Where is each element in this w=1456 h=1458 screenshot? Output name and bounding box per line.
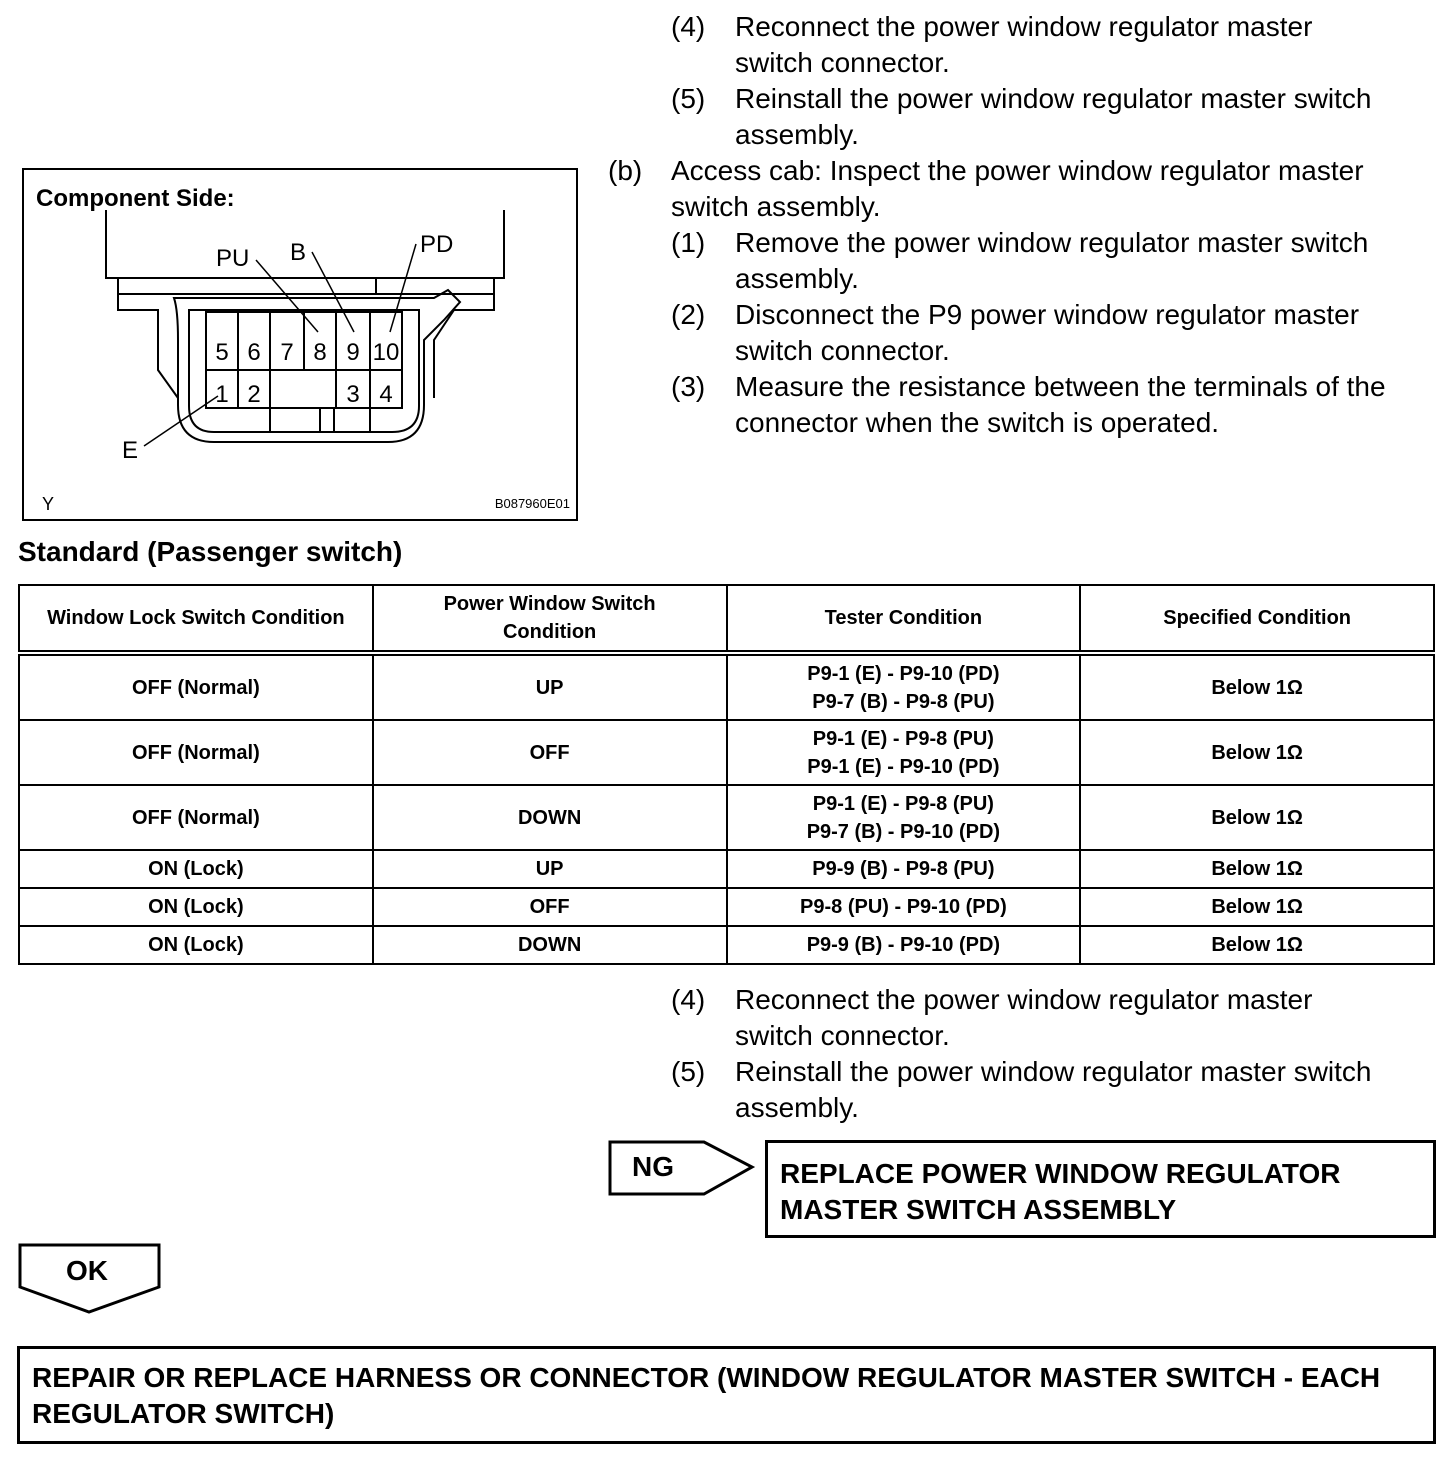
standard-title: Standard (Passenger switch)	[18, 536, 403, 567]
step-2	[671, 297, 1448, 369]
column-header: Tester Condition	[727, 585, 1081, 653]
tester-line: P9-7 (B) - P9-8 (PU)	[812, 690, 995, 713]
step-text: Reconnect the power window regulator master switch connector.	[735, 11, 1313, 78]
ng-label: NG	[632, 1151, 674, 1182]
ng-arrow	[608, 1140, 758, 1198]
label-b: B	[290, 239, 307, 266]
tester-line: P9-7 (B) - P9-10 (PD)	[806, 820, 1001, 843]
step-text: Reinstall the power window regulator master switch assembly.	[735, 83, 1372, 150]
step-text: Reconnect the power window regulator master switch connector.	[735, 984, 1313, 1051]
cell-lock: ON (Lock)	[19, 926, 373, 964]
bottom-steps	[671, 982, 1441, 1126]
step-text: Disconnect the P9 power window regulator master switch connector.	[735, 299, 1360, 366]
column-header: Specified Condition	[1080, 585, 1434, 653]
step-number: (4)	[671, 984, 706, 1015]
pin-label: 3	[346, 381, 360, 408]
cell-spec: Below 1Ω	[1080, 785, 1434, 850]
step-number: (4)	[671, 11, 706, 42]
cell-tester: P9-9 (B) - P9-8 (PU)	[727, 850, 1081, 888]
label-e: E	[122, 437, 139, 464]
table-row	[19, 850, 1434, 888]
step-5	[671, 81, 1441, 153]
tester-line: P9-1 (E) - P9-8 (PU)	[812, 727, 994, 750]
cell-tester	[727, 720, 1081, 785]
step-number: (3)	[671, 371, 706, 402]
step-text: Remove the power window regulator master switch assembly.	[735, 227, 1369, 294]
step-5	[671, 1054, 1441, 1126]
pin-label: 6	[247, 339, 261, 366]
cell-tester: P9-9 (B) - P9-10 (PD)	[727, 926, 1081, 964]
step-number: (b)	[608, 155, 643, 186]
cell-switch: OFF	[373, 888, 727, 926]
label-pd: PD	[420, 231, 454, 258]
step-4	[671, 9, 1441, 81]
cell-lock: ON (Lock)	[19, 850, 373, 888]
table-row	[19, 785, 1434, 850]
cell-spec: Below 1Ω	[1080, 850, 1434, 888]
pin-label: 1	[215, 381, 229, 408]
table-row	[19, 653, 1434, 720]
tester-line: P9-1 (E) - P9-8 (PU)	[812, 792, 994, 815]
step-b	[608, 153, 1448, 225]
final-result-box: REPAIR OR REPLACE HARNESS OR CONNECTOR (WINDOW REGULATOR MASTER SWITCH - EACH REGULATOR SWITCH)	[17, 1346, 1436, 1444]
cell-spec: Below 1Ω	[1080, 888, 1434, 926]
step-number: (1)	[671, 227, 706, 258]
sub-steps	[608, 225, 1448, 441]
step-text: Measure the resistance between the terminals of the connector when the switch is operated.	[735, 371, 1386, 438]
table-header-row	[19, 585, 1434, 653]
step-1	[671, 225, 1448, 297]
step-number: (2)	[671, 299, 706, 330]
cell-tester	[727, 653, 1081, 720]
table-row	[19, 926, 1434, 964]
cell-tester: P9-8 (PU) - P9-10 (PD)	[727, 888, 1081, 926]
connector-figure	[22, 168, 578, 521]
pin-numbers	[215, 339, 399, 408]
tester-line: P9-1 (E) - P9-10 (PD)	[807, 755, 1000, 778]
top-steps	[671, 9, 1441, 153]
step-number: (5)	[671, 83, 706, 114]
pin-label: 5	[215, 339, 229, 366]
tester-line: P9-1 (E) - P9-10 (PD)	[807, 662, 1000, 685]
column-header: Window Lock Switch Condition	[19, 585, 373, 653]
step-text: Reinstall the power window regulator master switch assembly.	[735, 1056, 1372, 1123]
figure-title: Component Side:	[36, 185, 235, 212]
cell-lock: OFF (Normal)	[19, 653, 373, 720]
cell-lock: ON (Lock)	[19, 888, 373, 926]
pin-label: 8	[313, 339, 327, 366]
table-row	[19, 720, 1434, 785]
ng-result-box: REPLACE POWER WINDOW REGULATOR MASTER SWITCH ASSEMBLY	[765, 1140, 1436, 1238]
pin-label: 7	[280, 339, 294, 366]
standard-table	[18, 584, 1435, 965]
cell-spec: Below 1Ω	[1080, 926, 1434, 964]
pin-label: 10	[372, 339, 400, 366]
cell-spec: Below 1Ω	[1080, 653, 1434, 720]
cell-switch: DOWN	[373, 785, 727, 850]
pin-label: 2	[247, 381, 261, 408]
cell-spec: Below 1Ω	[1080, 720, 1434, 785]
cell-lock: OFF (Normal)	[19, 785, 373, 850]
step-4	[671, 982, 1441, 1054]
cell-tester	[727, 785, 1081, 850]
cell-switch: DOWN	[373, 926, 727, 964]
pin-label: 4	[379, 381, 393, 408]
step-b-block	[608, 153, 1448, 441]
ok-label: OK	[66, 1255, 108, 1286]
step-number: (5)	[671, 1056, 706, 1087]
cell-switch: OFF	[373, 720, 727, 785]
cell-switch: UP	[373, 653, 727, 720]
label-pu: PU	[216, 245, 250, 272]
pin-label: 9	[346, 339, 360, 366]
column-header: Power Window Switch Condition	[373, 585, 727, 653]
step-text: Access cab: Inspect the power window regulator master switch assembly.	[671, 155, 1364, 222]
table-row	[19, 888, 1434, 926]
cell-lock: OFF (Normal)	[19, 720, 373, 785]
figure-corner-letter: Y	[42, 494, 55, 514]
step-3	[671, 369, 1448, 441]
figure-code: B087960E01	[494, 496, 570, 511]
cell-switch: UP	[373, 850, 727, 888]
